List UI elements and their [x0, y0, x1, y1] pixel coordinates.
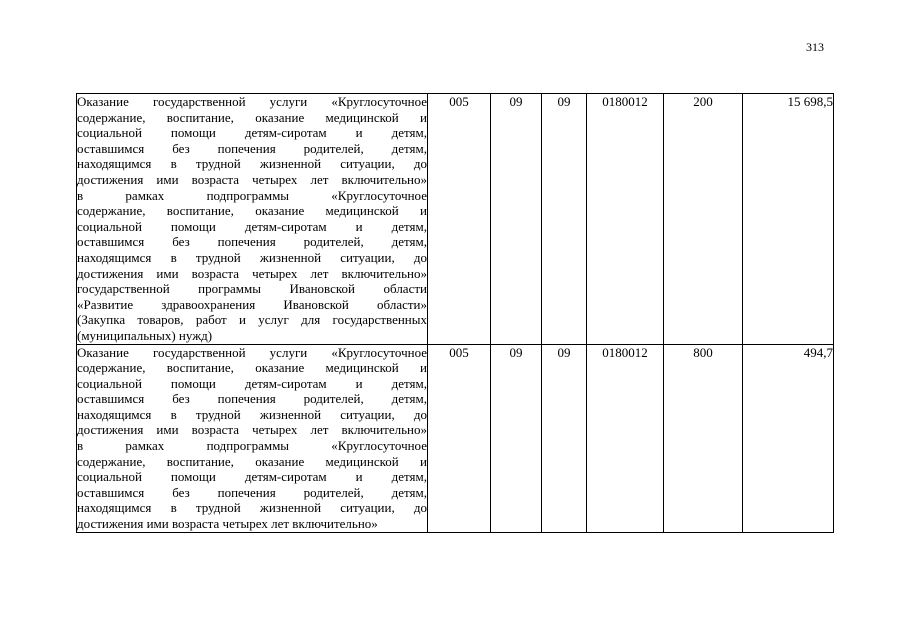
- ministry-code: 005: [428, 344, 491, 532]
- description-line: достижения ими возраста четырех лет включительно»: [77, 171, 427, 187]
- description-line: «Развитие здравоохранения Ивановской области»: [77, 296, 427, 312]
- row-description: [77, 344, 428, 532]
- description-line: Оказание государственной услуги «Круглосуточное: [77, 94, 427, 109]
- description-line: Оказание государственной услуги «Круглосуточное: [77, 344, 427, 360]
- description-line: социальной помощи детям-сиротам и детям,: [77, 469, 427, 485]
- amount-value: 15 698,5: [743, 94, 834, 345]
- description-line: достижения ими возраста четырех лет включительно»: [77, 265, 427, 281]
- table-row: [77, 344, 834, 532]
- description-line: социальной помощи детям-сиротам и детям,: [77, 375, 427, 391]
- description-line: достижения ими возраста четырех лет включительно»: [77, 422, 427, 438]
- description-line: содержание, воспитание, оказание медицинской и: [77, 109, 427, 125]
- expense-type-code: 800: [664, 344, 743, 532]
- description-line: (Закупка товаров, работ и услуг для государственных: [77, 312, 427, 328]
- expense-type-code: 200: [664, 94, 743, 345]
- description-line: оставшимся без попечения родителей, детям,: [77, 234, 427, 250]
- target-article-code: 0180012: [587, 94, 664, 345]
- description-line: в рамках подпрограммы «Круглосуточное: [77, 438, 427, 454]
- description-line: достижения ими возраста четырех лет включительно»: [77, 516, 378, 532]
- description-line: находящимся в трудной жизненной ситуации, до: [77, 156, 427, 172]
- section-code: 09: [491, 94, 542, 345]
- description-line: оставшимся без попечения родителей, детям,: [77, 391, 427, 407]
- description-line: содержание, воспитание, оказание медицинской и: [77, 203, 427, 219]
- description-line: содержание, воспитание, оказание медицинской и: [77, 360, 427, 376]
- page-number: 313: [806, 40, 824, 54]
- amount-value: 494,7: [743, 344, 834, 532]
- description-line: находящимся в трудной жизненной ситуации, до: [77, 406, 427, 422]
- subsection-code: 09: [542, 94, 587, 345]
- section-code: 09: [491, 344, 542, 532]
- description-line: оставшимся без попечения родителей, детям,: [77, 140, 427, 156]
- description-line: содержание, воспитание, оказание медицинской и: [77, 453, 427, 469]
- description-line: в рамках подпрограммы «Круглосуточное: [77, 187, 427, 203]
- description-line: социальной помощи детям-сиротам и детям,: [77, 218, 427, 234]
- row-description: [77, 94, 428, 345]
- description-line: находящимся в трудной жизненной ситуации, до: [77, 500, 427, 516]
- subsection-code: 09: [542, 344, 587, 532]
- ministry-code: 005: [428, 94, 491, 345]
- table-row: [77, 94, 834, 345]
- description-line: (муниципальных) нужд): [77, 327, 213, 343]
- target-article-code: 0180012: [587, 344, 664, 532]
- description-line: государственной программы Ивановской области: [77, 281, 427, 297]
- description-line: оставшимся без попечения родителей, детям,: [77, 484, 427, 500]
- description-line: социальной помощи детям-сиротам и детям,: [77, 125, 427, 141]
- budget-table: [76, 93, 834, 533]
- description-line: находящимся в трудной жизненной ситуации, до: [77, 249, 427, 265]
